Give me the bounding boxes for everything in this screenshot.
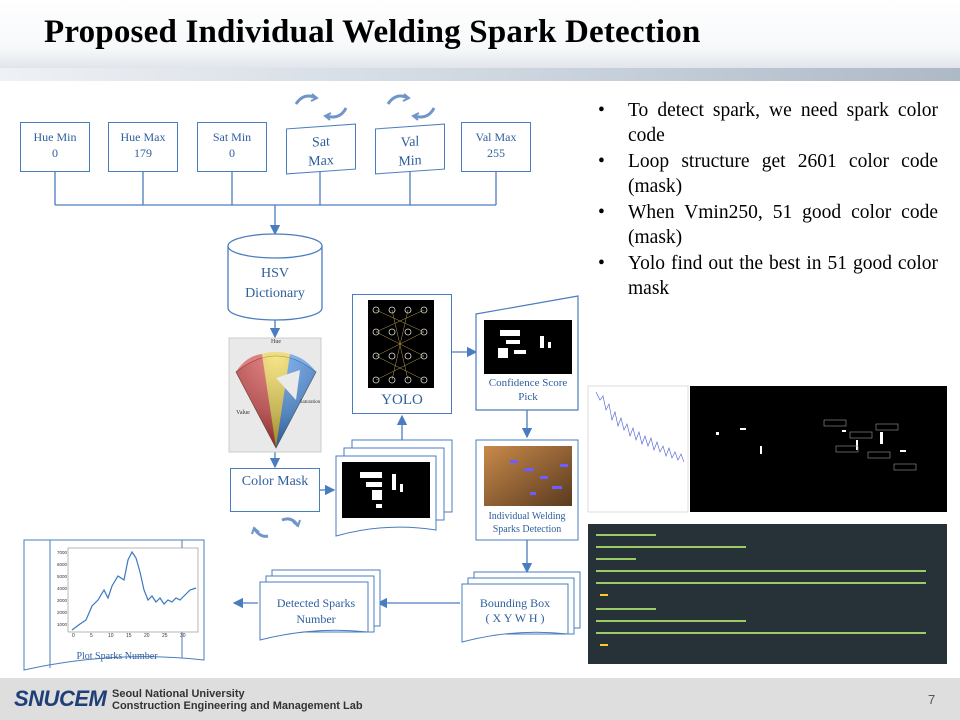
val-min-value: Min bbox=[398, 153, 422, 170]
plot-x-tick: 15 bbox=[126, 633, 132, 639]
bounding-box-label: Bounding Box bbox=[479, 596, 551, 610]
color-mask-label: Color Mask bbox=[241, 474, 309, 489]
confidence-label: Confidence Score Pick bbox=[488, 377, 568, 403]
hue-max-label: Hue Max bbox=[120, 130, 166, 144]
page-number: 7 bbox=[928, 692, 936, 707]
bullet-text: Loop structure get 2601 color code (mask) bbox=[628, 151, 938, 197]
hsv-dictionary-label: HSV Dictionary bbox=[245, 266, 305, 301]
val-min-label: Val bbox=[400, 134, 420, 151]
cone-value-label: Value bbox=[236, 410, 250, 416]
plot-y-tick: 5000 bbox=[56, 574, 67, 579]
plot-y-tick: 4000 bbox=[56, 586, 67, 591]
individual-detection-label: Individual Welding Sparks Detection bbox=[488, 511, 566, 535]
slide-title: Proposed Individual Welding Spark Detection bbox=[44, 14, 701, 50]
cone-hue-label: Hue bbox=[271, 339, 281, 345]
bullet-text: To detect spark, we need spark color code bbox=[628, 100, 938, 146]
plot-x-tick: 20 bbox=[144, 633, 150, 639]
plot-y-tick: 2000 bbox=[56, 610, 67, 615]
bullet-dot: • bbox=[598, 100, 605, 121]
noisy-plot-image bbox=[588, 386, 688, 512]
json-output-image bbox=[588, 524, 947, 664]
bullet-text: Yolo find out the best in 51 good color mask bbox=[628, 253, 938, 299]
plot-y-tick: 3000 bbox=[56, 598, 67, 603]
plot-x-tick: 0 bbox=[72, 633, 75, 639]
sparks-detection-image bbox=[690, 386, 947, 512]
bullet-dot: • bbox=[598, 202, 605, 223]
plot-x-tick: 30 bbox=[180, 633, 186, 639]
snucem-logo: SNUCEM bbox=[14, 686, 107, 711]
plot-x-tick: 25 bbox=[162, 633, 168, 639]
sat-max-value: Max bbox=[308, 153, 334, 170]
cone-saturation-label: Saturation bbox=[299, 400, 321, 405]
val-max-label: Val Max bbox=[475, 130, 517, 144]
sat-min-label: Sat Min bbox=[212, 130, 252, 144]
bullet-text: When Vmin250, 51 good color code (mask) bbox=[628, 202, 938, 248]
org-line-2: Construction Engineering and Management Lab bbox=[112, 700, 363, 712]
plot-y-tick: 7000 bbox=[56, 550, 67, 555]
bounding-box-xywh: ( X Y W H ) bbox=[485, 611, 545, 625]
plot-y-tick: 6000 bbox=[56, 562, 67, 567]
val-max-value: 255 bbox=[487, 146, 505, 160]
hue-max-value: 179 bbox=[134, 146, 152, 160]
sat-max-label: Sat bbox=[312, 134, 330, 151]
plot-x-tick: 5 bbox=[90, 633, 93, 639]
yolo-label: YOLO bbox=[381, 392, 423, 408]
plot-sparks-label: Plot Sparks Number bbox=[76, 651, 158, 662]
org-line-1: Seoul National University bbox=[112, 688, 245, 700]
hue-min-label: Hue Min bbox=[33, 130, 77, 144]
bullet-dot: • bbox=[598, 151, 605, 172]
plot-y-tick: 1000 bbox=[56, 622, 67, 627]
sat-min-value: 0 bbox=[229, 146, 235, 160]
detected-number-label: Detected Sparks Number bbox=[276, 596, 356, 626]
bullet-dot: • bbox=[598, 253, 605, 274]
org-name bbox=[112, 688, 363, 712]
hue-min-value: 0 bbox=[52, 146, 58, 160]
plot-x-tick: 10 bbox=[108, 633, 114, 639]
